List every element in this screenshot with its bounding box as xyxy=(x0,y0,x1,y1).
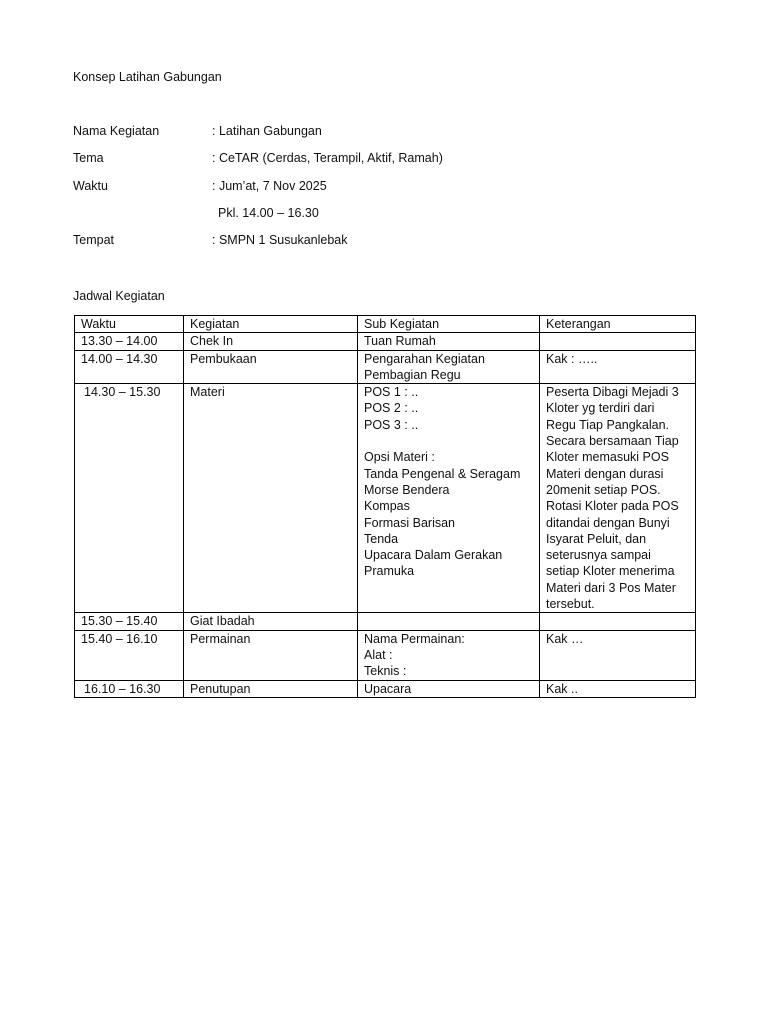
cell-sub-kegiatan xyxy=(358,613,540,630)
schedule-table xyxy=(74,315,696,698)
header-kegiatan: Kegiatan xyxy=(184,316,358,333)
cell-kegiatan: Penutupan xyxy=(184,680,358,697)
cell-waktu: 15.40 – 16.10 xyxy=(75,630,184,680)
waktu-label: Waktu xyxy=(73,179,108,193)
cell-sub-kegiatan: Pengarahan Kegiatan Pembagian Regu xyxy=(358,350,540,384)
cell-sub-kegiatan: Tuan Rumah xyxy=(358,333,540,350)
table-row xyxy=(75,350,696,384)
cell-keterangan: Kak : ….. xyxy=(540,350,696,384)
cell-waktu: 14.30 – 15.30 xyxy=(75,384,184,613)
cell-kegiatan: Chek In xyxy=(184,333,358,350)
cell-sub-kegiatan: Nama Permainan: Alat : Teknis : xyxy=(358,630,540,680)
table-row xyxy=(75,333,696,350)
table-row xyxy=(75,613,696,630)
cell-waktu: 14.00 – 14.30 xyxy=(75,350,184,384)
table-row xyxy=(75,384,696,613)
nama-kegiatan-label: Nama Kegiatan xyxy=(73,124,160,138)
header-keterangan: Keterangan xyxy=(540,316,696,333)
table-header-row xyxy=(75,316,696,333)
cell-kegiatan: Permainan xyxy=(184,630,358,680)
cell-waktu: 15.30 – 15.40 xyxy=(75,613,184,630)
cell-keterangan xyxy=(540,333,696,350)
tempat-value: : SMPN 1 Susukanlebak xyxy=(212,233,348,247)
tema-value: : CeTAR (Cerdas, Terampil, Aktif, Ramah) xyxy=(212,151,443,165)
schedule-heading: Jadwal Kegiatan xyxy=(73,289,165,303)
cell-keterangan: Kak … xyxy=(540,630,696,680)
cell-kegiatan: Materi xyxy=(184,384,358,613)
waktu-jam-value: Pkl. 14.00 – 16.30 xyxy=(218,206,319,220)
tema-label: Tema xyxy=(73,151,104,165)
cell-waktu: 13.30 – 14.00 xyxy=(75,333,184,350)
header-waktu: Waktu xyxy=(75,316,184,333)
cell-keterangan xyxy=(540,613,696,630)
waktu-value: : Jum’at, 7 Nov 2025 xyxy=(212,179,327,193)
cell-keterangan: Peserta Dibagi Mejadi 3 Kloter yg terdiri dari Regu Tiap Pangkalan. Secara bersamaan Tiap Kloter memasuki POS Materi dengan durasi 20menit setiap POS. Rotasi Kloter pada POS ditandai dengan Bunyi Isyarat Peluit, dan seterusnya sampai setiap Kloter menerima Materi dari 3 Pos Mater tersebut. xyxy=(540,384,696,613)
document-title: Konsep Latihan Gabungan xyxy=(73,70,222,84)
cell-kegiatan: Giat Ibadah xyxy=(184,613,358,630)
cell-sub-kegiatan: POS 1 : .. POS 2 : .. POS 3 : .. Opsi Materi : Tanda Pengenal & Seragam Morse Bendera Kompas Formasi Barisan Tenda Upacara Dalam Gerakan Pramuka xyxy=(358,384,540,613)
nama-kegiatan-value: : Latihan Gabungan xyxy=(212,124,322,138)
cell-waktu: 16.10 – 16.30 xyxy=(75,680,184,697)
cell-keterangan: Kak .. xyxy=(540,680,696,697)
cell-sub-kegiatan: Upacara xyxy=(358,680,540,697)
table-row xyxy=(75,680,696,697)
tempat-label: Tempat xyxy=(73,233,114,247)
cell-kegiatan: Pembukaan xyxy=(184,350,358,384)
header-sub-kegiatan: Sub Kegiatan xyxy=(358,316,540,333)
table-row xyxy=(75,630,696,680)
